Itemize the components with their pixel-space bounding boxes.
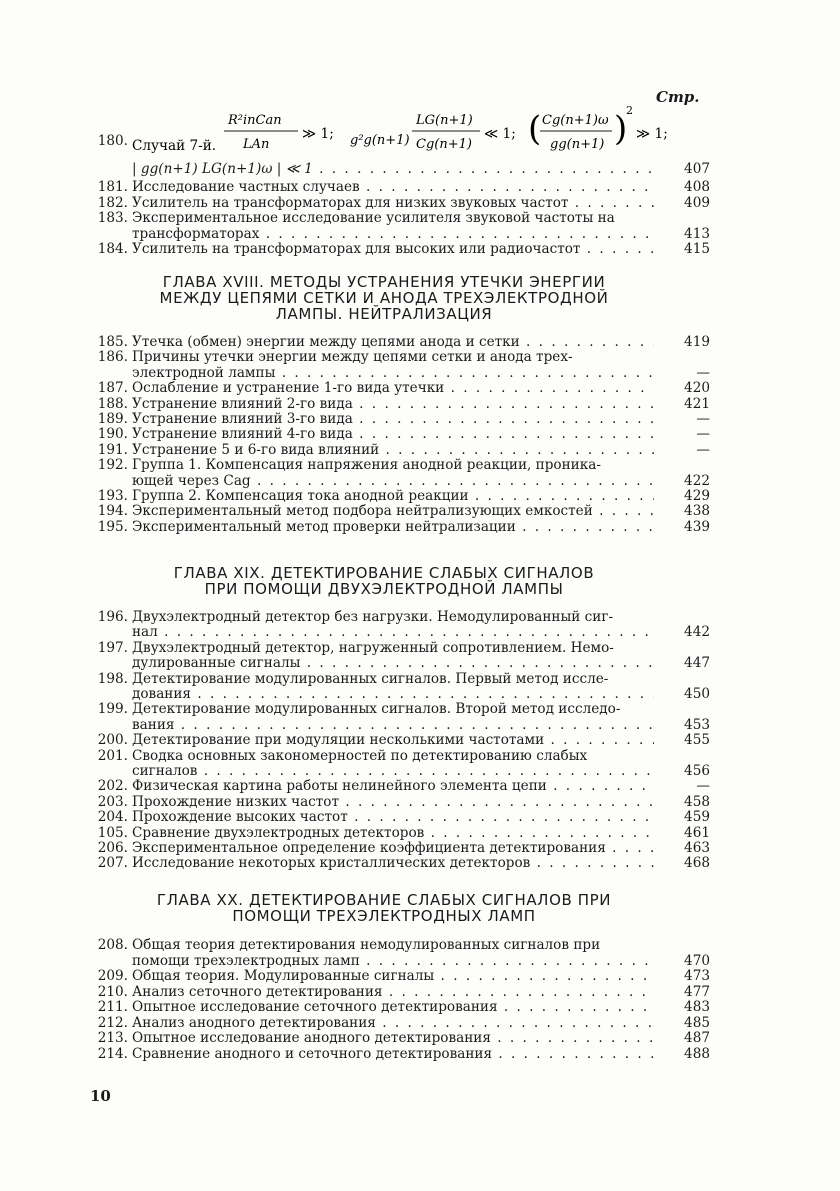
entry-text: Устранение влияний 2-го вида . . . — [132, 397, 654, 412]
entry-text: Общая теория. Модулированные сигналы . . . — [132, 969, 654, 984]
chapter-heading-line: ЛАМПЫ. НЕЙТРАЛИЗАЦИЯ — [275, 305, 493, 323]
entry-text: Экспериментальное определение коэффициента детектирования . . . — [132, 841, 654, 856]
entry-text: Устранение влияний 3-го вида . . . — [132, 412, 654, 427]
entry-text: электродной лампы . . . — [132, 366, 654, 381]
entry-number: 185. — [97, 334, 128, 350]
entry-number: 208. — [97, 937, 128, 953]
entry-number: 207. — [97, 855, 128, 872]
entry-number: 186. — [97, 349, 128, 366]
entry-text: Исследование некоторых кристаллических детекторов . . . — [132, 856, 654, 871]
entry-text: Усилитель на трансформаторах для низких звуковых частот . . . — [132, 196, 654, 211]
chapter-heading-line: ПОМОЩИ ТРЕХЭЛЕКТРОДНЫХ ЛАМП — [232, 907, 536, 925]
entry-page: 488 — [684, 1045, 710, 1062]
entry-number: 206. — [97, 840, 128, 856]
entry-page: — — [696, 778, 710, 795]
entry-text: Устранение влияний 4-го вида . . . — [132, 427, 654, 442]
entry-text: | gg(n+1) LG(n+1)ω | ≪ 1 . . . — [132, 162, 654, 177]
entry-number: 105. — [97, 824, 128, 841]
entry-text: Экспериментальный метод подбора нейтрализующих емкостей . . . — [132, 504, 654, 519]
f2-lead: g²g(n+1) — [350, 133, 410, 148]
entry-number: 192. — [97, 457, 128, 474]
f3-open-paren: ( — [528, 109, 542, 149]
chapter-heading-line: ПРИ ПОМОЩИ ДВУХЭЛЕКТРОДНОЙ ЛАМПЫ — [204, 580, 564, 598]
entry-page: 415 — [684, 241, 710, 257]
entry-page: 468 — [684, 855, 710, 872]
entry-text: Опытное исследование анодного детектирования . . . — [132, 1031, 654, 1046]
entry-number: 181. — [97, 179, 128, 195]
entry-text: Общая теория детектирования немодулированных сигналов при — [132, 938, 601, 953]
entry-page: 453 — [684, 716, 710, 733]
entry-number: 182. — [97, 194, 128, 211]
entry-number: 193. — [97, 488, 128, 504]
entry-number: 191. — [97, 441, 128, 458]
entry-text: Анализ сеточного детектирования . . . — [132, 985, 654, 1000]
entry-text: Группа 1. Компенсация напряжения анодной реакции, проника- — [132, 458, 601, 474]
entry-page: 470 — [684, 952, 710, 969]
entry-page: 439 — [684, 518, 710, 535]
entry-number: 197. — [97, 639, 128, 656]
chapter-heading-line: ГЛАВА XX. ДЕТЕКТИРОВАНИЕ СЛАБЫХ СИГНАЛОВ ПРИ — [156, 891, 612, 909]
entry-page: — — [696, 426, 710, 443]
entry-number: 210. — [97, 983, 128, 1000]
page-number: 10 — [90, 1087, 111, 1105]
entry-text: Устранение 5 и 6-го вида влияний . . . — [132, 443, 654, 458]
entry-page: 442 — [684, 624, 710, 641]
entry-page: — — [696, 364, 710, 381]
entry-text: Детектирование при модуляции несколькими частотами . . . — [132, 733, 654, 748]
entry-number: 212. — [97, 1014, 128, 1031]
chapter-heading-line: ГЛАВА XIX. ДЕТЕКТИРОВАНИЕ СЛАБЫХ СИГНАЛОВ — [173, 564, 595, 582]
f3-close-paren: ) — [614, 109, 628, 149]
entry-text: Прохождение высоких частот . . . — [132, 810, 654, 825]
entry-page: 422 — [684, 472, 710, 489]
entry-number: 196. — [97, 609, 128, 625]
entry-text: трансформаторах . . . — [132, 227, 654, 242]
entry-text: дулированные сигналы . . . — [132, 656, 654, 671]
chapter-heading-line: МЕЖДУ ЦЕПЯМИ СЕТКИ И АНОДА ТРЕХЭЛЕКТРОДНОЙ — [159, 289, 609, 307]
entry-number: 199. — [97, 701, 128, 718]
entry-text: нал . . . — [132, 625, 654, 640]
entry-page: 438 — [684, 503, 710, 520]
entry-text: ющей через Cag . . . — [132, 474, 654, 489]
entry-number: 184. — [97, 241, 128, 257]
entry-text: Экспериментальное исследование усилителя звуковой частоты на — [132, 211, 615, 226]
entry-number: 200. — [97, 732, 128, 749]
entry-number: 194. — [97, 503, 128, 520]
entry-text: вания . . . — [132, 718, 654, 733]
entry-text: Усилитель на трансформаторах для высоких или радиочастот . . . — [132, 242, 654, 257]
entry-text: Причины утечки энергии между цепями сетки и анода трех- — [132, 350, 573, 366]
f3-denominator: gg(n+1) — [550, 137, 605, 152]
entry-page: 477 — [684, 983, 710, 1000]
entry-page: 483 — [684, 999, 710, 1015]
entry-text: Исследование частных случаев . . . — [132, 180, 654, 195]
entry-page: 450 — [684, 686, 710, 702]
entry-text: Сравнение анодного и сеточного детектирования . . . — [132, 1047, 654, 1062]
chapter-heading-line: ГЛАВА XVIII. МЕТОДЫ УСТРАНЕНИЯ УТЕЧКИ ЭНЕРГИИ — [162, 273, 606, 291]
entry-text: Экспериментальный метод проверки нейтрализации . . . — [132, 520, 654, 535]
entry-page: 458 — [684, 793, 710, 810]
entry-number: 198. — [97, 670, 128, 687]
entry-number: 211. — [97, 999, 128, 1015]
f1-relation: ≫ 1; — [302, 126, 334, 142]
entry-page: 421 — [684, 395, 710, 412]
entry-page: 485 — [684, 1014, 710, 1031]
entry-page: 429 — [684, 488, 710, 504]
entry-page: — — [696, 411, 710, 427]
entry-page: 407 — [684, 161, 710, 177]
entry-number: 209. — [97, 968, 128, 984]
entry-text: дования . . . — [132, 687, 654, 702]
entry-page: — — [696, 441, 710, 458]
entry-number: 183. — [97, 210, 128, 226]
entry-text: Двухэлектродный детектор без нагрузки. Немодулированный сиг- — [132, 610, 614, 625]
entry-number: 213. — [97, 1030, 128, 1046]
f3-relation: ≫ 1; — [636, 126, 668, 142]
entry-text: сигналов . . . — [132, 764, 654, 779]
entry-number: 180. — [97, 133, 128, 149]
entry-text: Двухэлектродный детектор, нагруженный сопротивлением. Немо- — [132, 640, 614, 656]
entry-page: 459 — [684, 809, 710, 826]
entry-page: 409 — [684, 194, 710, 211]
entry-text: Физическая картина работы нелинейного элемента цепи . . . — [132, 779, 654, 794]
entry-page: 447 — [684, 655, 710, 672]
entry-page: 419 — [684, 334, 710, 350]
entry-text: Сравнение двухэлектродных детекторов . . . — [132, 826, 654, 841]
entry-number: 195. — [97, 518, 128, 535]
entry-number: 204. — [97, 809, 128, 826]
f2-relation: ≪ 1; — [484, 126, 516, 142]
entry-number: 201. — [97, 747, 128, 764]
entry-page: 473 — [684, 968, 710, 984]
f1-denominator: LAn — [243, 137, 270, 152]
f1-numerator: R²inCan — [228, 113, 282, 128]
entry-page: 456 — [684, 763, 710, 779]
f3-exponent: 2 — [626, 104, 633, 117]
formula-180 — [88, 100, 688, 156]
entry-number: 202. — [97, 778, 128, 795]
entry-page: 420 — [684, 380, 710, 397]
entry-text: Опытное исследование сеточного детектирования . . . — [132, 1000, 654, 1015]
entry-text: Детектирование модулированных сигналов. Первый метод иссле- — [132, 671, 609, 687]
entry-number: 187. — [97, 380, 128, 397]
entry-number: 214. — [97, 1045, 128, 1062]
f2-numerator: LG(n+1) — [416, 113, 473, 128]
entry-text: Сводка основных закономерностей по детектированию слабых — [132, 748, 588, 764]
entry-text: Утечка (обмен) энергии между цепями анода и сетки . . . — [132, 335, 654, 350]
entry-text: Детектирование модулированных сигналов. Второй метод исследо- — [132, 702, 621, 718]
entry-number: 189. — [97, 411, 128, 427]
page-column-label: Стр. — [656, 88, 700, 106]
entry-page: 461 — [684, 824, 710, 841]
entry-text: Ослабление и устранение 1-го вида утечки . . . — [132, 381, 654, 396]
entry-page: 413 — [684, 225, 710, 242]
entry-text: Прохождение низких частот . . . — [132, 795, 654, 810]
f3-numerator: Cg(n+1)ω — [542, 113, 609, 128]
entry-text: Группа 2. Компенсация тока анодной реакции . . . — [132, 489, 654, 504]
entry-number: 188. — [97, 395, 128, 412]
entry-text: помощи трехэлектродных ламп . . . — [132, 954, 654, 969]
entry-page: 408 — [684, 179, 710, 195]
entry-text: Анализ анодного детектирования . . . — [132, 1016, 654, 1031]
entry-number: 190. — [97, 426, 128, 443]
entry-page: 455 — [684, 732, 710, 749]
f2-denominator: Cg(n+1) — [416, 137, 472, 152]
entry-page: 463 — [684, 840, 710, 856]
entry-number: 203. — [97, 793, 128, 810]
entry-page: 487 — [684, 1030, 710, 1046]
formula-prefix: Случай 7-й. — [132, 138, 217, 154]
